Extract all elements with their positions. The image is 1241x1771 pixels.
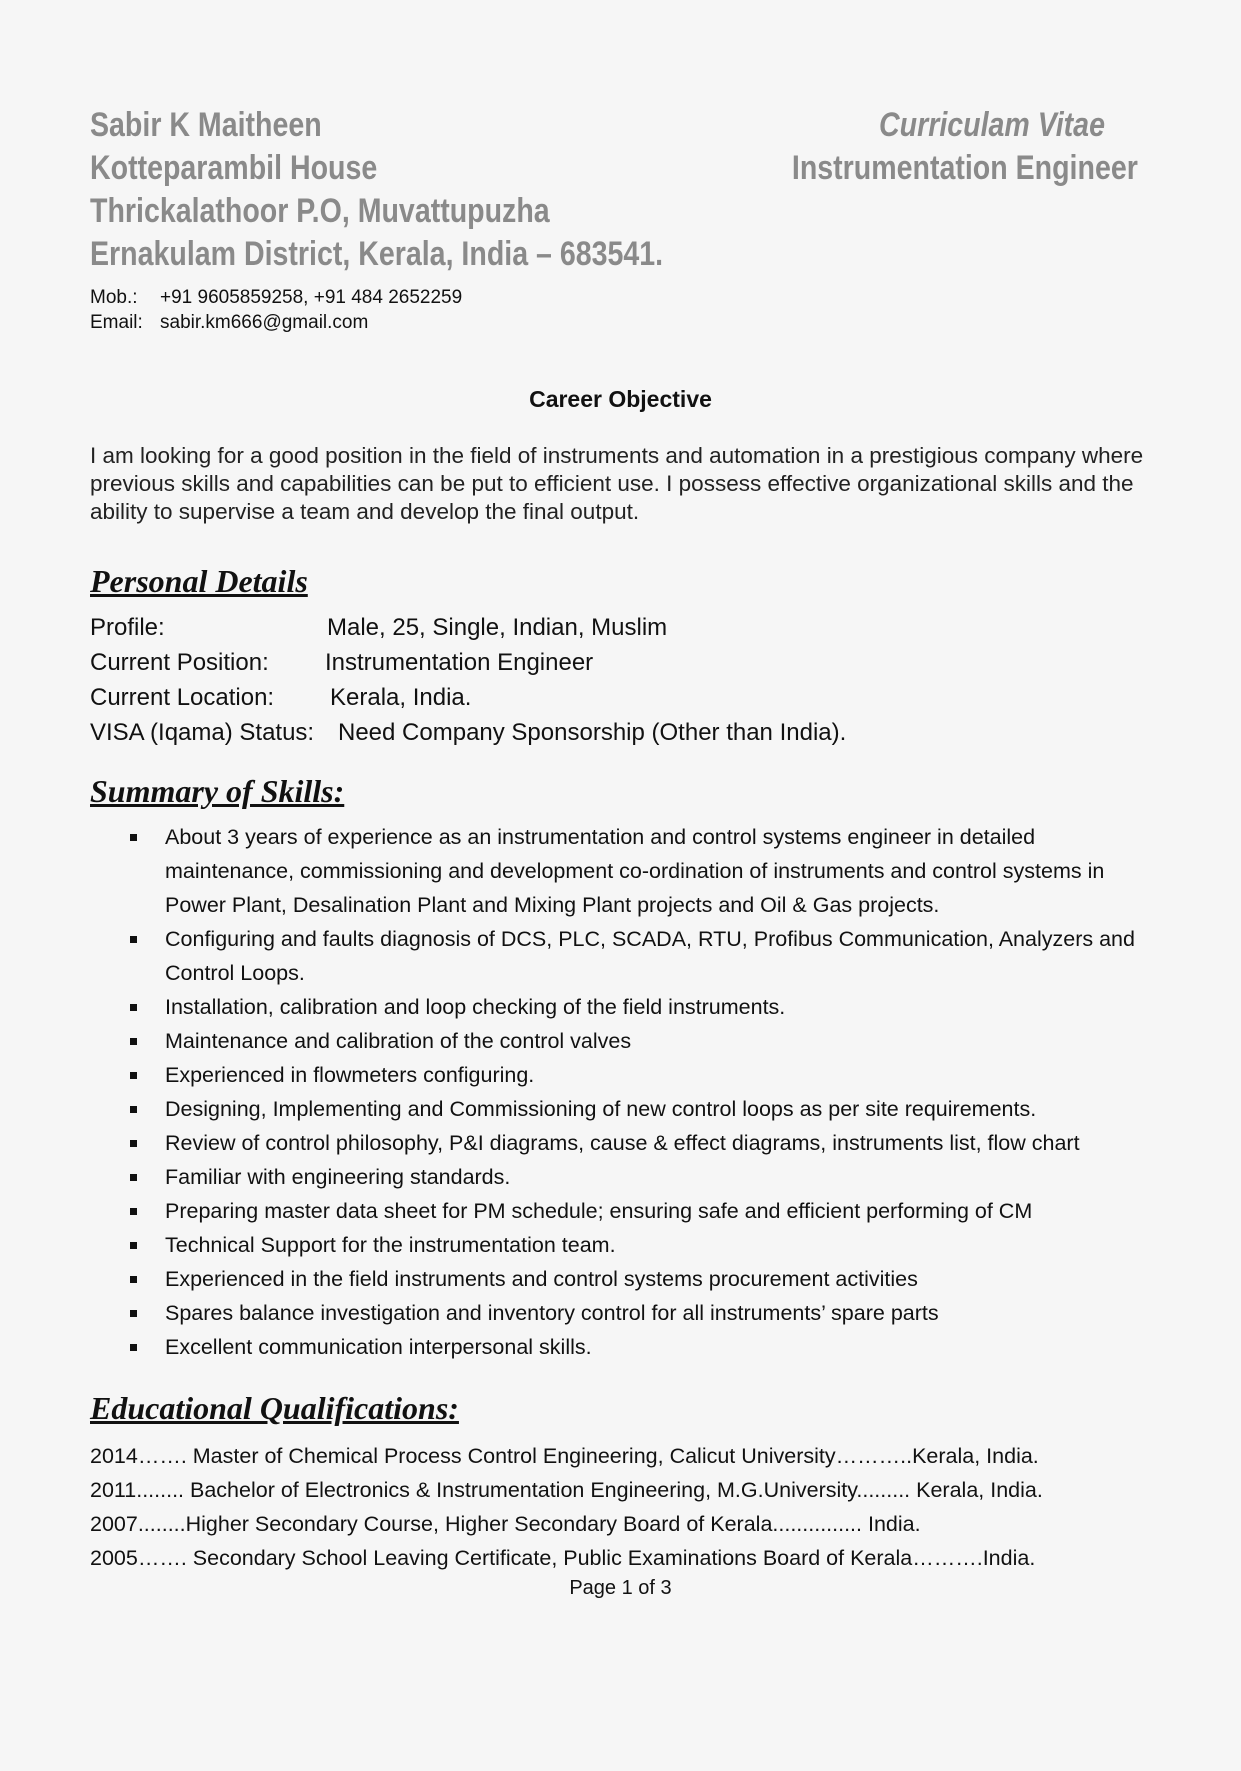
education-row: 2007........Higher Secondary Course, Higher Secondary Board of Kerala............... India.	[90, 1512, 921, 1536]
personal-detail-row	[90, 683, 471, 713]
detail-value: Instrumentation Engineer	[325, 649, 594, 676]
address-line-1: Kotteparambil House	[90, 149, 378, 187]
personal-detail-row	[90, 613, 667, 643]
bullet-icon	[130, 1276, 137, 1283]
email-value: sabir.km666@gmail.com	[160, 312, 369, 333]
list-item: Spares balance investigation and inventory control for all instruments’ spare parts	[90, 1296, 1170, 1330]
bullet-icon	[130, 1310, 137, 1317]
list-item: Installation, calibration and loop checking of the field instruments.	[90, 990, 1170, 1024]
skills-list	[90, 820, 1170, 1364]
list-item: Excellent communication interpersonal skills.	[90, 1330, 1170, 1364]
education-list	[90, 1439, 1190, 1575]
candidate-name: Sabir K Maitheen	[90, 106, 322, 144]
list-item: Experienced in the field instruments and control systems procurement activities	[90, 1262, 1170, 1296]
bullet-icon	[130, 936, 137, 943]
bullet-icon	[130, 1242, 137, 1249]
detail-label: Current Position:	[90, 649, 269, 676]
education-row: 2014……. Master of Chemical Process Control Engineering, Calicut University………..Kerala, India.	[90, 1444, 1039, 1468]
bullet-icon	[130, 1038, 137, 1045]
detail-value: Need Company Sponsorship (Other than India).	[338, 719, 847, 746]
address-line-2: Thrickalathoor P.O, Muvattupuzha	[90, 192, 550, 230]
detail-value: Male, 25, Single, Indian, Muslim	[327, 614, 668, 641]
bullet-icon	[130, 1072, 137, 1079]
job-title: Instrumentation Engineer	[792, 149, 1138, 187]
list-item: Maintenance and calibration of the control valves	[90, 1024, 1170, 1058]
email-label: Email:	[90, 312, 143, 333]
list-item: Technical Support for the instrumentation team.	[90, 1228, 1170, 1262]
personal-detail-row	[90, 648, 593, 678]
detail-label: Current Location:	[90, 684, 275, 711]
email-line	[90, 311, 368, 335]
personal-details-heading: Personal Details	[90, 563, 308, 599]
detail-label: VISA (Iqama) Status:	[90, 719, 315, 746]
bullet-icon	[130, 1208, 137, 1215]
bullet-icon	[130, 1106, 137, 1113]
list-item: Designing, Implementing and Commissioning of new control loops as per site requirements.	[90, 1092, 1170, 1126]
mobile-value: +91 9605859258, +91 484 2652259	[160, 287, 463, 308]
education-heading: Educational Qualifications:	[90, 1390, 459, 1426]
detail-value: Kerala, India.	[330, 684, 472, 711]
bullet-icon	[130, 834, 137, 841]
bullet-icon	[130, 1174, 137, 1181]
page-number: Page 1 of 3	[569, 1577, 672, 1599]
list-item: Configuring and faults diagnosis of DCS, PLC, SCADA, RTU, Profibus Communication, Analyzers and Control Loops.	[90, 922, 1170, 990]
mobile-line	[90, 286, 462, 310]
list-item: Experienced in flowmeters configuring.	[90, 1058, 1170, 1092]
bullet-icon	[130, 1004, 137, 1011]
list-item: Review of control philosophy, P&I diagrams, cause & effect diagrams, instruments list, flow chart	[90, 1126, 1170, 1160]
personal-detail-row	[90, 718, 846, 748]
education-row: 2011........ Bachelor of Electronics & Instrumentation Engineering, M.G.University......... Kerala, India.	[90, 1478, 1043, 1502]
bullet-icon	[130, 1140, 137, 1147]
address-line-3: Ernakulam District, Kerala, India – 683541.	[90, 235, 664, 273]
career-objective-heading: Career Objective	[529, 386, 712, 412]
mobile-label: Mob.:	[90, 287, 138, 308]
career-objective-text: I am looking for a good position in the field of instruments and automation in a prestigious company where previous skills and capabilities can be put to efficient use. I possess effective organizational skills and the ability to supervise a team and develop the final output.	[90, 443, 1144, 524]
education-row: 2005……. Secondary School Leaving Certificate, Public Examinations Board of Kerala……….India.	[90, 1546, 1036, 1570]
skills-heading: Summary of Skills:	[90, 773, 345, 809]
detail-label: Profile:	[90, 614, 165, 641]
bullet-icon	[130, 1344, 137, 1351]
document-type: Curriculam Vitae	[879, 106, 1105, 144]
list-item: Preparing master data sheet for PM schedule; ensuring safe and efficient performing of CM	[90, 1194, 1170, 1228]
list-item: About 3 years of experience as an instrumentation and control systems engineer in detailed maintenance, commissioning and development co-ordination of instruments and control systems in Power Plant, Desalination Plant and Mixing Plant projects and Oil & Gas projects.	[90, 820, 1170, 922]
list-item: Familiar with engineering standards.	[90, 1160, 1170, 1194]
